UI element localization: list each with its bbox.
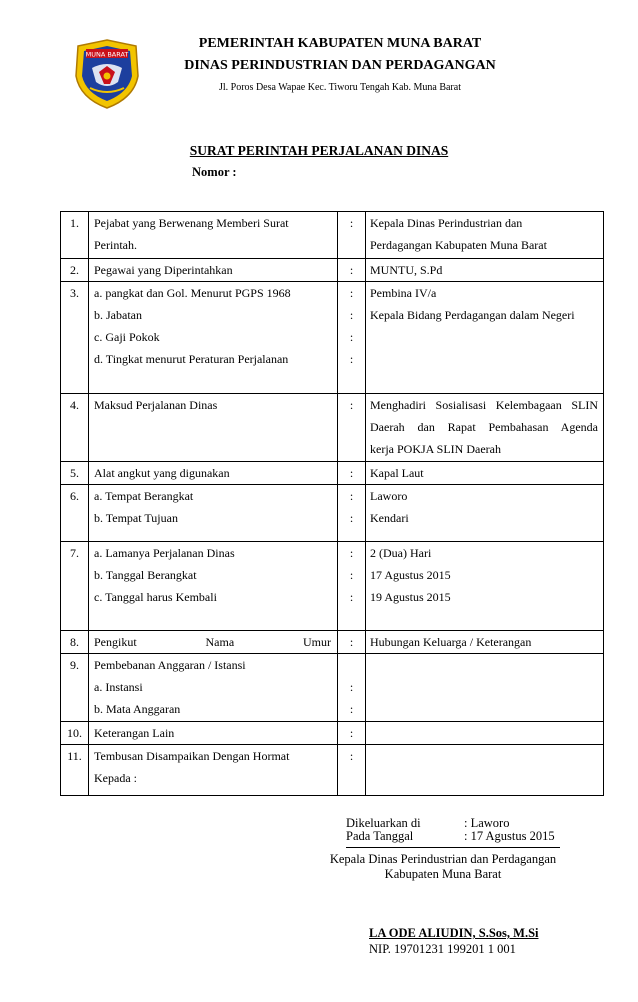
row-label: d. Tingkat menurut Peraturan Perjalanan xyxy=(94,352,289,366)
row-label: Nama xyxy=(205,635,235,649)
row-colon: : xyxy=(349,489,354,503)
row-value: Pembina IV/a xyxy=(370,286,437,300)
row-number: 3. xyxy=(70,286,79,300)
row-number: 6. xyxy=(70,489,79,503)
row-colon: : xyxy=(349,352,354,366)
row-number: 9. xyxy=(70,658,79,672)
header-address: Jl. Poros Desa Wapae Kec. Tiworu Tengah Kab. Muna Barat xyxy=(219,82,461,93)
row-value: 2 (Dua) Hari xyxy=(370,546,432,560)
row-label: b. Tempat Tujuan xyxy=(94,511,178,525)
row-colon xyxy=(338,654,365,676)
row-colon: : xyxy=(349,330,354,344)
pengikut-header xyxy=(94,631,337,653)
row-colon: : xyxy=(349,546,354,560)
header-government: PEMERINTAH KABUPATEN MUNA BARAT xyxy=(198,36,482,51)
table-row xyxy=(61,462,604,485)
issued-date-label: Pada Tanggal xyxy=(346,829,414,843)
row-label: a. Lamanya Perjalanan Dinas xyxy=(94,546,235,560)
row-label: Umur xyxy=(302,635,331,649)
nomor-label: Nomor : xyxy=(192,165,237,179)
row-label: Maksud Perjalanan Dinas xyxy=(94,398,218,412)
row-value: Kepala Bidang Perdagangan dalam Negeri xyxy=(370,308,575,322)
row-colon: : xyxy=(349,263,354,277)
row-colon: : xyxy=(349,702,354,716)
logo-text: MUNA BARAT xyxy=(85,50,129,59)
row-label: b. Mata Anggaran xyxy=(94,702,181,716)
issued-date-line xyxy=(346,829,560,848)
table-row xyxy=(61,722,604,745)
row-value: 17 Agustus 2015 xyxy=(370,568,451,582)
row-value: Perdagangan Kabupaten Muna Barat xyxy=(370,238,547,252)
row-number: 8. xyxy=(70,635,79,649)
row-label: Perintah. xyxy=(94,238,137,252)
table-row xyxy=(61,542,604,631)
signer-nip: NIP. 19701231 199201 1 001 xyxy=(369,942,516,956)
row-value: 19 Agustus 2015 xyxy=(370,590,451,604)
row-colon: : xyxy=(349,726,354,740)
row-label: Tembusan Disampaikan Dengan Hormat xyxy=(94,749,290,763)
row-colon: : xyxy=(349,680,354,694)
issued-at-value: : Laworo xyxy=(464,816,510,830)
table-row xyxy=(61,745,604,796)
row-value: kerja POKJA SLIN Daerah xyxy=(370,442,501,456)
row-label: Pejabat yang Berwenang Memberi Surat xyxy=(94,216,289,230)
row-label: a. Instansi xyxy=(94,680,143,694)
row-value: MUNTU, S.Pd xyxy=(370,263,443,277)
row-label: Pengikut xyxy=(94,635,137,649)
signer-position-2: Kabupaten Muna Barat xyxy=(384,867,502,881)
row-value: Hubungan Keluarga / Keterangan xyxy=(370,635,532,649)
table-row xyxy=(61,654,604,722)
row-number: 10. xyxy=(67,726,82,740)
row-value: Daerah dan Rapat Pembahasan Agenda xyxy=(370,420,598,434)
row-label: Pembebanan Anggaran / Istansi xyxy=(94,658,246,672)
row-number: 11. xyxy=(67,749,82,763)
row-label: Pegawai yang Diperintahkan xyxy=(94,263,233,277)
signer-name: LA ODE ALIUDIN, S.Sos, M.Si xyxy=(369,926,539,940)
spd-table xyxy=(60,211,604,796)
table-row xyxy=(61,212,604,259)
row-label: c. Tanggal harus Kembali xyxy=(94,590,217,604)
table-row xyxy=(61,259,604,282)
row-colon: : xyxy=(349,590,354,604)
document-title: SURAT PERINTAH PERJALANAN DINAS xyxy=(189,143,449,158)
row-colon: : xyxy=(349,286,354,300)
row-colon: : xyxy=(349,308,354,322)
row-label: b. Jabatan xyxy=(94,308,142,322)
issued-date-value: : 17 Agustus 2015 xyxy=(464,829,555,843)
row-label: c. Gaji Pokok xyxy=(94,330,160,344)
row-colon: : xyxy=(349,398,354,412)
signer-position-1: Kepala Dinas Perindustrian dan Perdagangan xyxy=(329,852,557,866)
row-label: a. Tempat Berangkat xyxy=(94,489,194,503)
table-row xyxy=(61,394,604,462)
table-row xyxy=(61,282,604,394)
row-number: 5. xyxy=(70,466,79,480)
row-number: 7. xyxy=(70,546,79,560)
issued-at-label: Dikeluarkan di xyxy=(346,816,421,830)
row-number: 4. xyxy=(70,398,79,412)
row-number: 2. xyxy=(70,263,79,277)
row-label: Keterangan Lain xyxy=(94,726,175,740)
row-label: Alat angkut yang digunakan xyxy=(94,466,230,480)
row-number: 1. xyxy=(70,216,79,230)
row-value: Kepala Dinas Perindustrian dan xyxy=(370,216,523,230)
header-department: DINAS PERINDUSTRIAN DAN PERDAGANGAN xyxy=(184,58,496,73)
row-colon: : xyxy=(349,749,354,763)
row-colon: : xyxy=(349,568,354,582)
row-colon: : xyxy=(349,216,354,230)
row-label: a. pangkat dan Gol. Menurut PGPS 1968 xyxy=(94,286,291,300)
regency-logo xyxy=(72,38,142,110)
row-colon: : xyxy=(349,466,354,480)
table-row xyxy=(61,631,604,654)
row-value: Laworo xyxy=(370,489,408,503)
row-label: Kepada : xyxy=(94,771,137,785)
row-label: b. Tanggal Berangkat xyxy=(94,568,197,582)
row-colon: : xyxy=(349,511,354,525)
table-row xyxy=(61,485,604,542)
row-value: Kendari xyxy=(370,511,409,525)
row-colon: : xyxy=(349,635,354,649)
row-value: Kapal Laut xyxy=(370,466,424,480)
row-value: Menghadiri Sosialisasi Kelembagaan SLIN xyxy=(370,398,598,412)
